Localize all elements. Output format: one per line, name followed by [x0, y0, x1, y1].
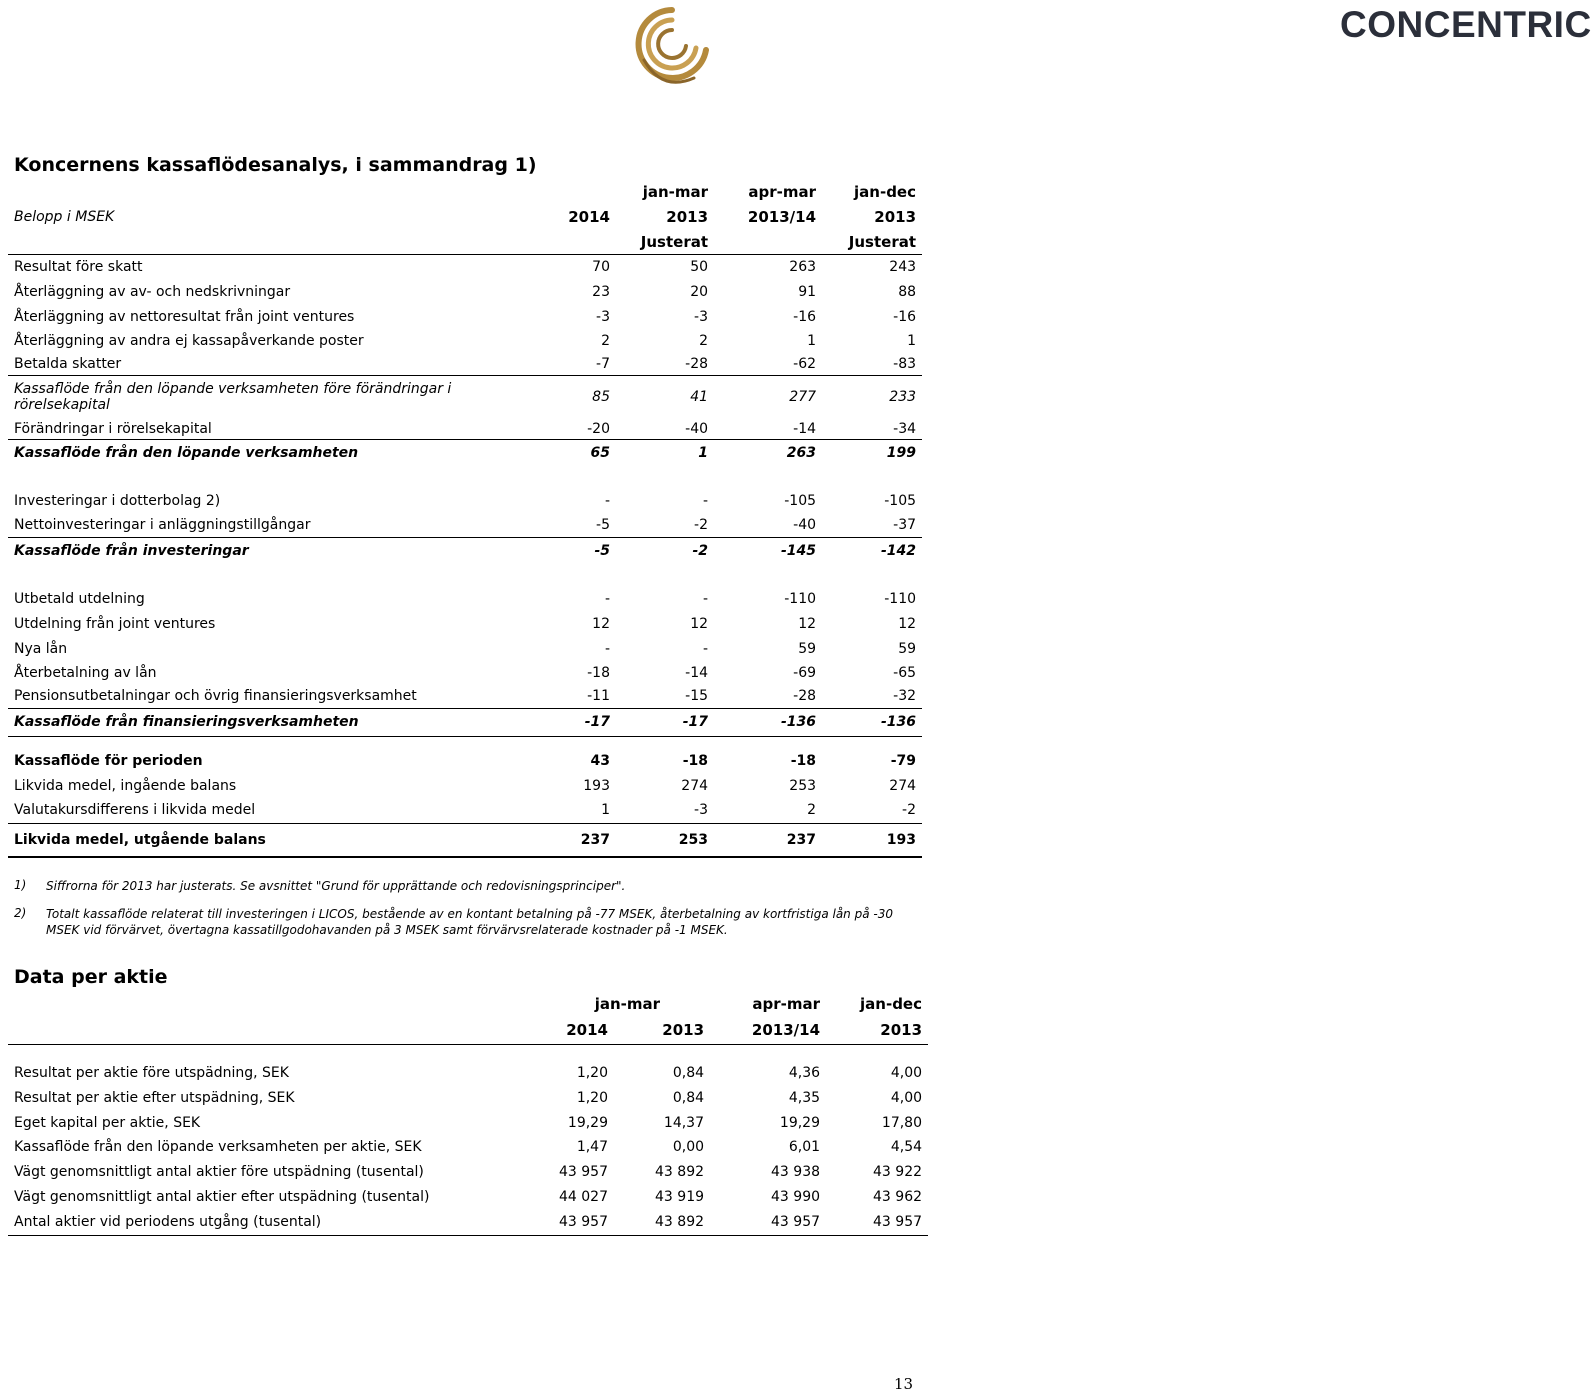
period-label: jan-dec	[854, 183, 917, 201]
row-label: Utdelning från joint ventures	[14, 615, 216, 632]
adjusted-label: Justerat	[822, 230, 922, 254]
cell-value: -5	[516, 514, 616, 537]
cell-value: -	[702, 590, 709, 607]
year-label: 2013/14	[710, 1016, 826, 1044]
row-label: Vägt genomsnittligt antal aktier före utspädning (tusental)	[14, 1163, 424, 1180]
cell-value: -34	[822, 419, 922, 439]
cell-value: -3	[596, 308, 610, 325]
row-label: Kassaflöde från investeringar	[14, 542, 249, 559]
cell-value: 12	[898, 615, 917, 632]
cell-value: 65	[590, 444, 610, 461]
cell-value: 4,36	[788, 1064, 821, 1081]
footnote	[14, 906, 926, 938]
cell-value: 233	[889, 389, 917, 406]
table-row	[8, 1209, 928, 1235]
row-label: Betalda skatter	[8, 353, 516, 375]
row-label: Kassaflöde för perioden	[14, 753, 203, 769]
footnote	[14, 878, 926, 894]
cell-value: 263	[789, 258, 817, 275]
cell-value: -142	[880, 542, 917, 559]
year-header-row	[8, 1016, 928, 1044]
cell-value: 88	[898, 283, 917, 300]
table-row	[8, 419, 922, 439]
row-label: Nya lån	[14, 640, 68, 657]
table-row	[8, 661, 922, 685]
cell-value: -3	[694, 308, 709, 325]
table-row	[8, 329, 922, 353]
table-row	[8, 514, 922, 537]
per-share-table	[8, 992, 928, 1236]
cell-value: 1	[807, 333, 817, 349]
cell-value: 70	[592, 258, 610, 275]
cell-value: 23	[592, 283, 610, 300]
cell-value: 237	[714, 823, 822, 857]
cell-value: 243	[889, 258, 917, 275]
cell-value: -69	[793, 665, 817, 681]
footnote-text: Siffrorna för 2013 har justerats. Se avsnittet "Grund för upprättande och redovisningsprinciper".	[46, 879, 626, 893]
cell-value: -14	[714, 419, 822, 439]
cell-value: 263	[786, 444, 817, 461]
cell-value: -	[604, 640, 610, 657]
logo-text: CONCENTRIC	[1340, 4, 1592, 45]
cell-value: 4,00	[890, 1089, 923, 1106]
row-label: Återläggning av nettoresultat från joint ventures	[14, 308, 355, 325]
cell-value: 43 938	[771, 1163, 821, 1180]
cell-value: 1	[698, 444, 709, 461]
cell-value: -16	[893, 308, 917, 325]
table-row	[8, 636, 922, 661]
cell-value: -105	[784, 493, 817, 509]
total-row	[8, 537, 922, 564]
cell-value: -2	[822, 798, 922, 823]
cell-value: 43 957	[710, 1209, 826, 1235]
cell-value: 253	[616, 823, 714, 857]
adjusted-label: Justerat	[616, 230, 714, 254]
cell-value: 43 962	[873, 1188, 923, 1205]
logo-mark-icon	[632, 0, 712, 98]
cell-value: 2	[714, 798, 822, 823]
company-logo	[632, 0, 1592, 98]
adjusted-header-row	[8, 230, 922, 254]
cell-value: 1	[907, 333, 917, 349]
cell-value: 43 990	[771, 1188, 821, 1205]
cell-value: -37	[822, 514, 922, 537]
cell-value: 20	[690, 283, 709, 300]
cell-value: 4,54	[890, 1139, 923, 1155]
table-row	[8, 353, 922, 375]
cell-value: 43 919	[655, 1188, 705, 1205]
table-row	[8, 1135, 928, 1159]
year-label: 2014	[568, 208, 610, 226]
cell-value: -83	[822, 353, 922, 375]
row-label: Valutakursdifferens i likvida medel	[8, 798, 516, 823]
cell-value: 193	[583, 778, 610, 794]
cell-value: -28	[714, 685, 822, 708]
row-label: Kassaflöde från finansieringsverksamheten	[8, 708, 516, 736]
per-share-title: Data per aktie	[14, 966, 168, 988]
year-label: 2013	[614, 1016, 710, 1044]
cashflow-title: Koncernens kassaflödesanalys, i sammandrag 1)	[14, 154, 537, 176]
row-label: Resultat före skatt	[14, 258, 143, 275]
period-header-row	[8, 992, 928, 1016]
total-row	[8, 439, 922, 466]
footnote-text: Totalt kassaflöde relaterat till investeringen i LICOS, bestående av en kontant betalning på -77 MSEK, återbetalning av kortfristiga lån på -30 MSEK vid förvärvet, övertagna kassatillgodohavanden på 3 MSEK samt förvärvsrelaterade kostnader på -1 MSEK.	[46, 907, 893, 937]
cell-value: 1,47	[576, 1139, 608, 1155]
cell-value: 43 922	[873, 1163, 923, 1180]
total-row	[8, 748, 922, 774]
period-label: jan-dec	[860, 995, 923, 1013]
cell-value: -20	[516, 419, 616, 439]
table-row	[8, 304, 922, 329]
cell-value: 1,20	[576, 1089, 608, 1106]
row-label: Resultat per aktie före utspädning, SEK	[14, 1064, 289, 1081]
row-label: Nettoinvesteringar i anläggningstillgångar	[8, 514, 516, 537]
period-label: jan-mar	[594, 995, 661, 1013]
cell-value: -79	[890, 753, 917, 769]
cell-value: -110	[784, 590, 817, 607]
period-label: apr-mar	[748, 183, 817, 201]
cell-value: 1,20	[576, 1064, 608, 1081]
table-row	[8, 774, 922, 798]
cell-value: 274	[681, 778, 709, 794]
row-label: Utbetald utdelning	[14, 590, 145, 607]
cell-value: -18	[587, 665, 610, 681]
row-label: Vägt genomsnittligt antal aktier efter utspädning (tusental)	[14, 1188, 430, 1205]
cell-value: -105	[884, 493, 917, 509]
cell-value: 4,00	[890, 1064, 923, 1081]
cell-value: 44 027	[559, 1188, 608, 1205]
cell-value: -	[702, 493, 709, 509]
table-row	[8, 1159, 928, 1184]
row-label: Pensionsutbetalningar och övrig finansieringsverksamhet	[8, 685, 516, 708]
cell-value: -17	[516, 708, 616, 736]
cell-value: -2	[616, 514, 714, 537]
cell-value: -145	[780, 542, 817, 559]
row-label: Resultat per aktie efter utspädning, SEK	[14, 1089, 295, 1106]
table-row	[8, 586, 922, 611]
row-label: Investeringar i dotterbolag 2)	[14, 493, 221, 509]
table-row	[8, 279, 922, 304]
cell-value: -3	[616, 798, 714, 823]
row-label: Återläggning av av- och nedskrivningar	[14, 283, 291, 300]
cell-value: -14	[685, 665, 709, 681]
cell-value: -62	[714, 353, 822, 375]
table-row	[8, 685, 922, 708]
cell-value: 14,37	[663, 1114, 705, 1131]
cashflow-table	[8, 180, 922, 858]
cell-value: 0,84	[672, 1064, 705, 1081]
total-row	[8, 823, 922, 857]
cell-value: 19,29	[779, 1114, 821, 1131]
row-label: Återbetalning av lån	[14, 665, 157, 681]
year-label: 2013	[826, 1016, 928, 1044]
row-label: Kassaflöde från den löpande verksamheten	[14, 444, 359, 461]
table-row	[8, 1085, 928, 1110]
row-label: Kassaflöde från den löpande verksamheten per aktie, SEK	[14, 1139, 422, 1155]
cell-value: 199	[886, 444, 917, 461]
cell-value: 59	[898, 640, 917, 657]
cell-value: 50	[690, 258, 709, 275]
row-label: Likvida medel, utgående balans	[8, 823, 516, 857]
cell-value: -28	[616, 353, 714, 375]
cell-value: 253	[789, 778, 817, 794]
cell-value: 12	[690, 615, 709, 632]
unit-label: Belopp i MSEK	[14, 209, 115, 225]
cell-value: -17	[616, 708, 714, 736]
cell-value: 2	[699, 333, 709, 349]
cell-value: 277	[789, 389, 817, 406]
cell-value: 237	[516, 823, 616, 857]
row-label: Kassaflöde från den löpande verksamheten före förändringar i rörelsekapital	[14, 381, 452, 414]
cell-value: -16	[793, 308, 817, 325]
cell-value: -40	[714, 514, 822, 537]
year-label: 2014	[518, 1016, 614, 1044]
cell-value: 6,01	[788, 1139, 821, 1155]
cell-value: 91	[798, 283, 817, 300]
cell-value: -110	[884, 590, 917, 607]
cell-value: 0,00	[672, 1139, 705, 1155]
year-label: 2013/14	[747, 208, 817, 226]
cell-value: -136	[714, 708, 822, 736]
cell-value: 1	[516, 798, 616, 823]
cell-value: -11	[516, 685, 616, 708]
cell-value: 0,84	[672, 1089, 705, 1106]
cell-value: 4,35	[788, 1089, 821, 1106]
cell-value: 274	[889, 778, 917, 794]
cell-value: 41	[690, 389, 709, 406]
cell-value: -	[702, 640, 709, 657]
table-row	[8, 1110, 928, 1135]
cell-value: -	[604, 590, 610, 607]
cell-value: -15	[616, 685, 714, 708]
cell-value: 43	[590, 753, 610, 769]
cell-value: 12	[592, 615, 610, 632]
cell-value: -18	[682, 753, 709, 769]
cell-value: 193	[822, 823, 922, 857]
year-label: 2013	[666, 208, 709, 226]
period-label: jan-mar	[642, 183, 709, 201]
row-label: Likvida medel, ingående balans	[14, 778, 237, 794]
cell-value: -136	[822, 708, 922, 736]
cell-value: 19,29	[567, 1114, 608, 1131]
cell-value: -32	[822, 685, 922, 708]
cell-value: -65	[893, 665, 917, 681]
table-row	[8, 1060, 928, 1085]
cell-value: 12	[798, 615, 817, 632]
table-row	[8, 1184, 928, 1209]
footnote-number: 2)	[14, 906, 27, 920]
cell-value: -7	[516, 353, 616, 375]
cell-value: 43 957	[826, 1209, 928, 1235]
footnotes	[14, 878, 926, 948]
table-row	[8, 254, 922, 279]
row-label: Förändringar i rörelsekapital	[8, 419, 516, 439]
cell-value: -2	[692, 542, 709, 559]
cell-value: 43 957	[518, 1209, 614, 1235]
cell-value: 2	[601, 333, 610, 349]
year-label: 2013	[874, 208, 917, 226]
period-header-row	[8, 180, 922, 204]
cell-value: 43 892	[614, 1209, 710, 1235]
cell-value: 59	[798, 640, 817, 657]
cell-value: 43 892	[655, 1163, 705, 1180]
page-number: 13	[894, 1375, 914, 1393]
cell-value: 17,80	[881, 1114, 923, 1131]
year-header-row	[8, 204, 922, 230]
table-row	[8, 798, 922, 823]
cell-value: -5	[594, 542, 610, 559]
cell-value: -40	[616, 419, 714, 439]
cell-value: 85	[592, 389, 610, 406]
cell-value: -18	[790, 753, 817, 769]
row-label: Antal aktier vid periodens utgång (tusental)	[8, 1209, 518, 1235]
subtotal-row	[8, 375, 922, 419]
row-label: Återläggning av andra ej kassapåverkande poster	[14, 333, 364, 349]
table-row	[8, 488, 922, 514]
table-row	[8, 611, 922, 636]
footnote-number: 1)	[14, 878, 27, 892]
total-row	[8, 708, 922, 736]
cell-value: -	[604, 493, 610, 509]
row-label: Eget kapital per aktie, SEK	[14, 1114, 201, 1131]
period-label: apr-mar	[752, 995, 821, 1013]
cell-value: 43 957	[559, 1163, 608, 1180]
